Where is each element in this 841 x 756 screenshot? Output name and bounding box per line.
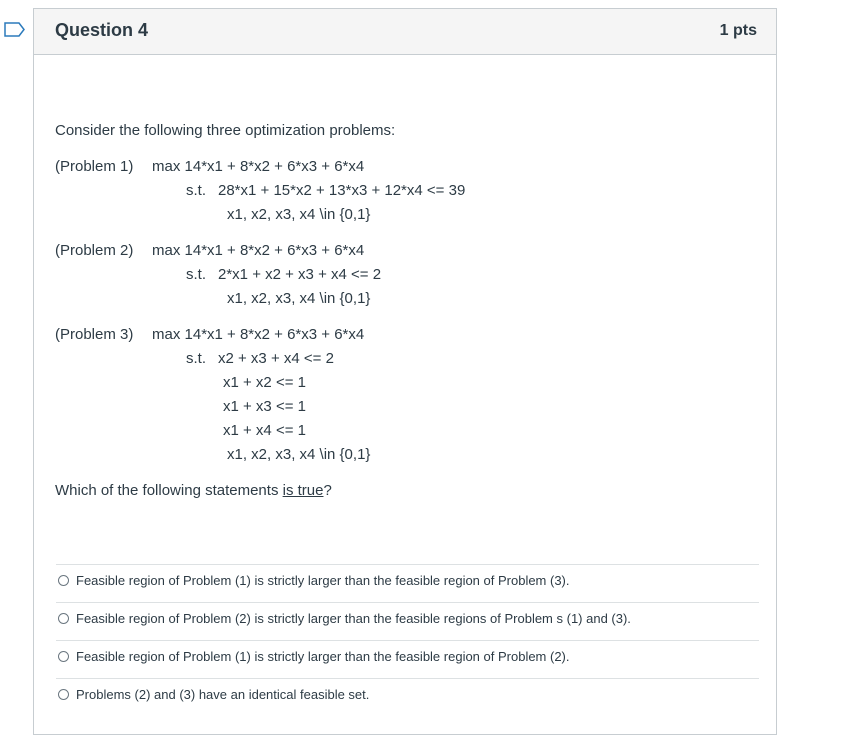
problem-3-st: s.t. xyxy=(186,350,207,367)
bookmark-flag-icon[interactable] xyxy=(4,22,26,37)
answer-label[interactable]: Feasible region of Problem (1) is strictly larger than the feasible region of Problem (2). xyxy=(76,649,570,664)
problem-3-label: (Problem 3) xyxy=(55,326,134,343)
problem-2-st: s.t. xyxy=(186,266,207,283)
problem-1-constraint: 28*x1 + 15*x2 + 13*x3 + 12*x4 <= 39 xyxy=(218,182,466,199)
answer-option[interactable] xyxy=(58,687,369,702)
prompt-text: Which of the following statements xyxy=(55,482,283,499)
answer-label[interactable]: Problems (2) and (3) have an identical feasible set. xyxy=(76,687,370,702)
problem-1-st: s.t. xyxy=(186,182,207,199)
divider xyxy=(56,602,759,603)
problem-3-constraint: x1 + x2 <= 1 xyxy=(223,374,306,391)
radio-button[interactable] xyxy=(58,575,69,586)
problem-2-constraint: 2*x1 + x2 + x3 + x4 <= 2 xyxy=(218,266,382,283)
answer-option[interactable] xyxy=(58,573,570,588)
problem-3-constraint: x1 + x3 <= 1 xyxy=(223,398,306,415)
prompt-end: ? xyxy=(323,482,332,499)
divider xyxy=(56,640,759,641)
radio-button[interactable] xyxy=(58,613,69,624)
answer-label[interactable]: Feasible region of Problem (2) is strictly larger than the feasible regions of Problem s (1) and (3). xyxy=(76,611,631,626)
question-card xyxy=(33,8,777,735)
answer-option[interactable] xyxy=(58,611,631,626)
problem-1-label: (Problem 1) xyxy=(55,158,134,175)
answer-label[interactable]: Feasible region of Problem (1) is strictly larger than the feasible region of Problem (3). xyxy=(76,573,570,588)
divider xyxy=(56,678,759,679)
radio-button[interactable] xyxy=(58,651,69,662)
problem-2-objective: max 14*x1 + 8*x2 + 6*x3 + 6*x4 xyxy=(152,242,365,259)
prompt-emphasis: is true xyxy=(282,482,324,499)
problem-3-domain: x1, x2, x3, x4 \in {0,1} xyxy=(227,446,371,463)
answer-option[interactable] xyxy=(58,649,570,664)
divider xyxy=(56,564,759,565)
intro-text: Consider the following three optimization problems: xyxy=(55,122,396,139)
question-prompt xyxy=(55,482,332,499)
question-title: Question 4 xyxy=(55,20,149,40)
problem-3-constraint: x2 + x3 + x4 <= 2 xyxy=(218,350,334,367)
radio-button[interactable] xyxy=(58,689,69,700)
problem-3-objective: max 14*x1 + 8*x2 + 6*x3 + 6*x4 xyxy=(152,326,365,343)
problem-1-domain: x1, x2, x3, x4 \in {0,1} xyxy=(227,206,371,223)
problem-2-label: (Problem 2) xyxy=(55,242,134,259)
problem-3-constraint: x1 + x4 <= 1 xyxy=(223,422,306,439)
question-header xyxy=(34,9,776,55)
question-points: 1 pts xyxy=(719,22,757,39)
problem-1-objective: max 14*x1 + 8*x2 + 6*x3 + 6*x4 xyxy=(152,158,365,175)
problem-2-domain: x1, x2, x3, x4 \in {0,1} xyxy=(227,290,371,307)
